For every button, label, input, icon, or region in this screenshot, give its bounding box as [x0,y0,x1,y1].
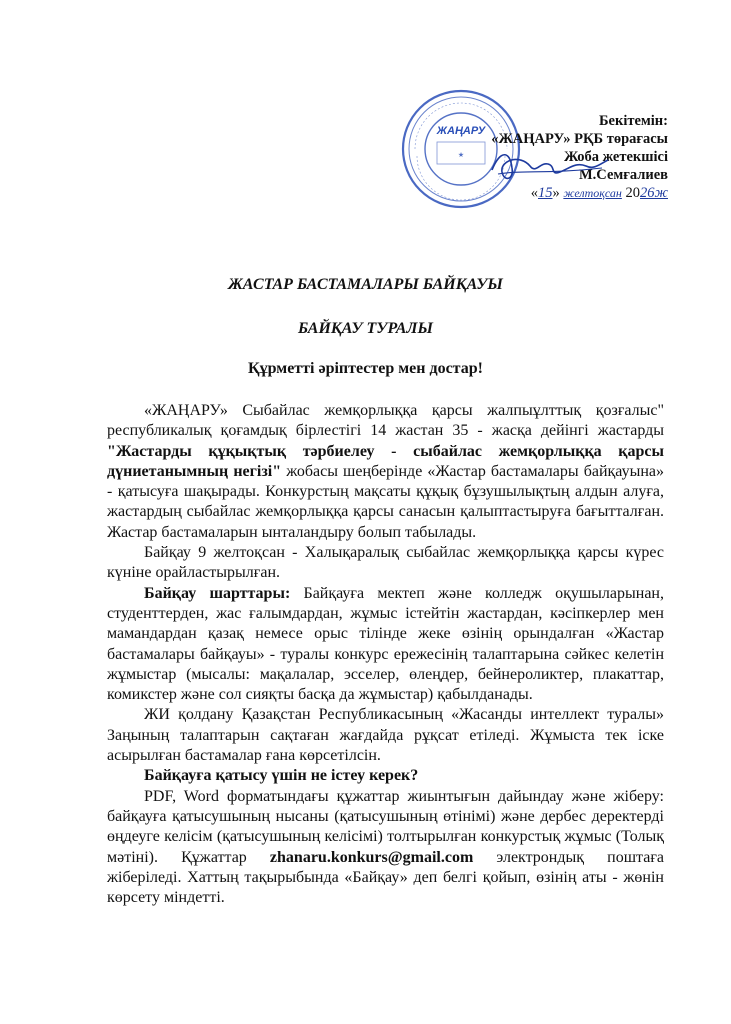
signature [490,140,610,190]
svg-text:★: ★ [457,152,465,159]
participation-heading: Байқауға қатысу үшін не істеу керек? [144,767,419,785]
contact-email[interactable]: zhanaru.konkurs@gmail.com [269,848,474,866]
paragraph-submission: PDF, Word форматындағы құжаттар жиынтығын дайындау және жіберу: байқауға қатысушының нысаны (қатысушының өтінімі) және дербес деректерді өңдеуге келісім (қатысушының келісімі) толтырылған конкурстық жұмыс (Толық мәтіні). Құжаттар zhanaru.konkurs@gmail.com электрондық поштаға жіберіледі. Хаттың тақырыбында «Байқау» деп белгі қойып, өзінің аты - жөнін көрсету міндетті. [107,787,664,907]
paragraph-ai-usage: ЖИ қолдану Қазақстан Республикасының «Жасанды интеллект туралы» Заңының талаптарын сақтаған жағдайда рұқсат етіледі. Жұмыста тек іске асырылған бастамалар ғана көрсетілсін. [107,706,664,765]
paragraph-date: Байқау 9 желтоқсан - Халықаралық сыбайлас жемқорлыққа қарсы күрес күніне орайластырылған. [107,544,664,582]
svg-text:ЖАҢАРУ: ЖАҢАРУ [436,125,486,137]
document-title: ЖАСТАР БАСТАМАЛАРЫ БАЙҚАУЫ [228,276,503,293]
greeting: Құрметті әріптестер мен достар! [248,360,483,377]
approval-role: Жоба жетекшісі [563,149,668,165]
approval-date: «15» желтоқсан 2026ж [530,185,668,201]
approval-label: Бекітемін: [598,113,668,129]
document-subtitle: БАЙҚАУ ТУРАЛЫ [298,320,433,337]
approval-position: «ЖАҢАРУ» РҚБ төрағасы [491,131,668,147]
paragraph-intro: «ЖАҢАРУ» Сыбайлас жемқорлыққа қарсы жалпыұлттық қозғалыс" республикалық қоғамдық бірлестігі 14 жастан 35 - жасқа дейінгі жастарды "Жастарды құқықтық тәрбиелеу - сыбайлас жемқорлыққа қарсы дүниетанымның негізі" жобасы шеңберінде «Жастар бастамалары байқауына» - қатысуға шақырады. Конкурстың мақсаты құқық бұзушылықтың алдын алуға, жастардың сыбайлас жемқорлыққа қарсы санасын қалыптастыруға бағытталған. Жастар бастамаларын ынталандыру болып табылады. [107,402,665,541]
approval-name: М.Семғалиев [579,167,668,183]
paragraph-conditions: Байқау шарттары: Байқауға мектеп және колледж оқушыларынан, студенттерден, жас ғалымдардан, жұмыс істейтін жастардан, кәсіпкерлер мен мамандардан қазақ немесе орыс тілінде жеке өзінің орындалған «Жастар бастамалары байқауы» - туралы конкурс ережесінің талаптарына сәйкес келетін жұмыстар (мысалы: мақалалар, эсселер, өлеңдер, бейнероликтер, плакаттар, комикстер және сол сияқты басқа да жұмыстар) қабылданады. [107,584,664,704]
document-body [107,401,664,908]
